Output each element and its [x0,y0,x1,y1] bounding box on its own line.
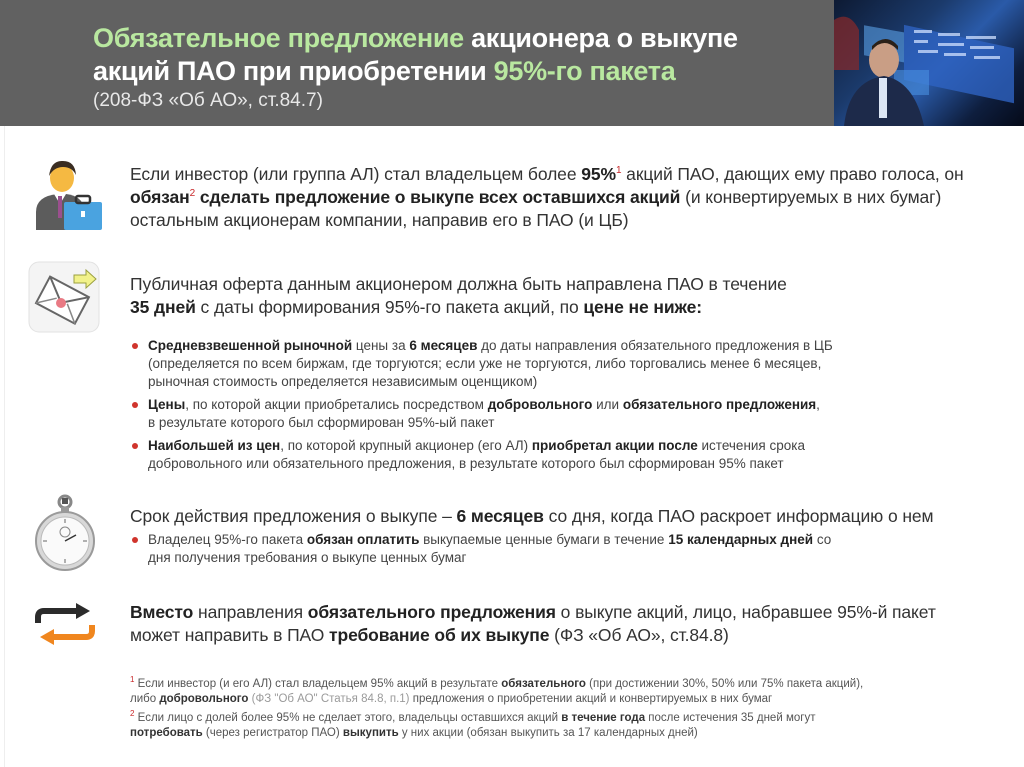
text: Если инвестор (или группа АЛ) стал владельцем более [130,164,582,184]
list-item [130,396,930,432]
text: добровольного или обязательного предложения, в результате которого был сформирован 95% пакет [148,456,784,471]
title-highlight: 95%-го пакета [493,56,676,86]
bold-text: Цены [148,397,186,412]
bold-text: обязательного предложения [622,397,817,412]
text: Срок действия предложения о выкупе – [130,506,457,526]
bold-text: оставшихся акций [517,187,681,207]
bullet-dot-icon [132,343,138,349]
footnote-1 [130,677,970,707]
envelope-send-icon [28,261,100,338]
text: Если инвестор (и его АЛ) стал владельцем 95% акций в результате [134,678,502,690]
bold-text: обязан [130,187,190,207]
bold-text: 6 месяцев [409,338,478,353]
text: истечения срока [697,438,805,453]
bold-text: Наибольшей из цен [148,438,281,453]
text: , [816,397,820,412]
text: предложения о приобретении акций и конвертируемых в них бумаг [409,693,773,705]
text: после истечения 35 дней могут [645,712,816,724]
bold-text: обязательного [501,678,586,690]
text: , по которой акции приобретались посредством [185,397,488,412]
text: у них акции (обязан выкупить за 17 календарных дней) [398,727,698,739]
law-reference: (ФЗ "Об АО" Статья 84.8, п.1) [248,693,410,705]
footnote-ref-2: 2 [189,188,196,200]
payment-term-list [130,531,930,572]
text: Публичная оферта данным акционером должна быть направлена ПАО в течение [130,274,787,294]
footnote-2 [130,711,970,741]
bold-text: Средневзвешенной рыночной [148,338,353,353]
text: (ФЗ «Об АО», ст.84.8) [549,625,729,645]
section-buyout-demand [130,601,1000,647]
text: (и конвертируемых в них бумаг) остальным акционерам компании, направив его в ПАО (и ЦБ) [130,187,942,230]
footnote-mark: 2 [130,709,135,719]
title-text: акций ПАО при приобретении [93,56,494,86]
bold-text: 15 календарных дней [668,532,814,547]
bold-text: потребовать [130,727,203,739]
section-mandatory-offer [130,163,1000,232]
stock-exchange-trader-photo [834,0,1024,126]
text: дня получения требования о выкупе ценных бумаг [148,550,467,565]
section-offer-validity [130,505,1000,528]
text: с даты формирования 95%-го пакета акций, по [195,297,584,317]
bullet-dot-icon [132,537,138,543]
text: , по которой крупный акционер (его АЛ) [280,438,532,453]
footnote-mark: 1 [130,675,135,685]
text: акций ПАО, дающих ему право голоса, он [621,164,964,184]
footnote-ref-1: 1 [615,165,622,177]
businessman-briefcase-icon [28,158,104,235]
bold-text: выкупить [342,727,399,739]
text: Если лицо с долей более 95% не сделает этого, владельцы оставшихся акций [134,712,562,724]
slide-subtitle: (208-ФЗ «Об АО», ст.84.7) [93,90,323,111]
title-highlight: Обязательное предложение [93,23,464,53]
section-public-offer [130,273,1000,319]
bullet-dot-icon [132,402,138,408]
stopwatch-icon [34,494,96,579]
highlight-95: 95% [581,164,616,184]
text: или [592,397,623,412]
footnotes [130,677,970,745]
text: может направить в ПАО [130,625,330,645]
bold-text: в течение года [561,712,646,724]
slide-title [93,22,738,88]
list-item [130,437,930,473]
text: в результате которого был сформирован 95%-ый пакет [148,415,495,430]
price-criteria-list [130,337,930,478]
text: (при достижении 30%, 50% или 75% пакета акций), [585,678,864,690]
title-text: акционера о выкупе [463,23,738,53]
bold-text: обязательного предложения [307,602,556,622]
bullet-dot-icon [132,443,138,449]
list-item [130,531,930,567]
highlight-all: всех [478,187,518,207]
bold-text: 6 месяцев [456,506,544,526]
text: со дня, когда ПАО раскроет информацию о нем [543,506,934,526]
list-item [130,337,930,391]
text: направления [193,602,308,622]
bold-text: требование об их выкупе [329,625,550,645]
text: выкупаемые ценные бумаги в течение [419,532,669,547]
bold-text: добровольного [487,397,593,412]
text: цены за [352,338,410,353]
text: Владелец 95%-го пакета [148,532,307,547]
bold-text: обязан оплатить [306,532,420,547]
text: либо [130,693,160,705]
text: до даты направления обязательного предложения в ЦБ [477,338,833,353]
bold-text: 35 дней [130,297,196,317]
bold-text: приобретал акции после [531,438,698,453]
slide-header [0,0,834,126]
bold-text: Вместо [130,602,194,622]
bold-text: добровольного [159,693,249,705]
text: (определяется по всем биржам, где торгуются; если уже не торгуются, либо торговались менее 6 месяцев, [148,356,822,371]
text: (через регистратор ПАО) [202,727,343,739]
bold-text: цене не ниже: [583,297,702,317]
text: о выкупе акций, лицо, набравшее 95%-й пакет [555,602,936,622]
text: рыночная стоимость определяется независимым оценщиком) [148,374,538,389]
text: со [813,532,832,547]
bold-text: сделать предложение о выкупе [195,187,479,207]
swap-arrows-icon [34,603,96,650]
